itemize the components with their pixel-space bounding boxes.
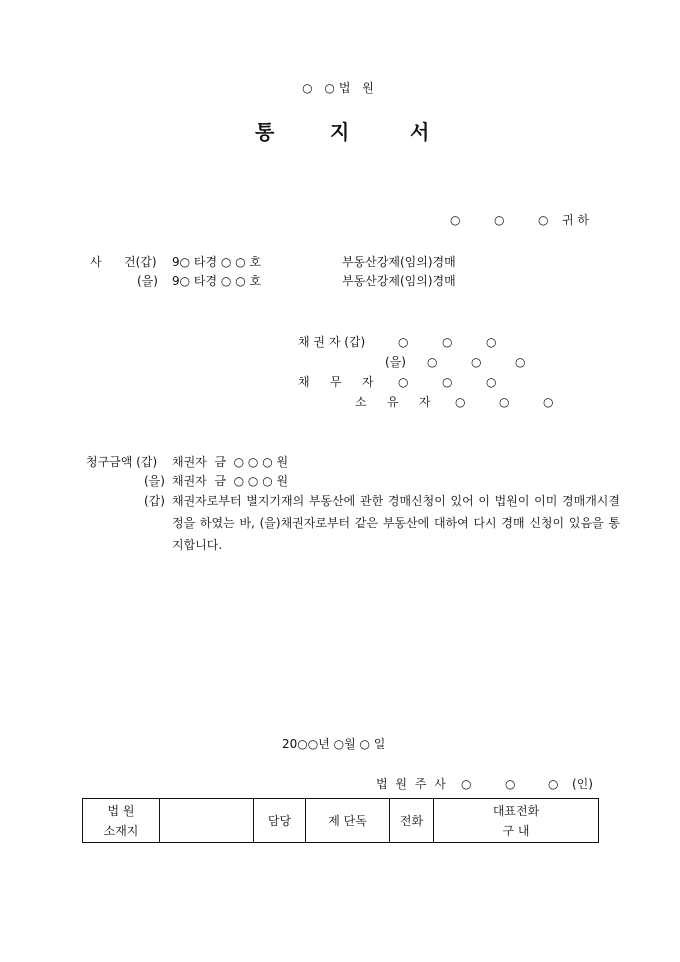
debtor-name-1: ○ [398,375,409,389]
recipient-name-2: ○ [494,213,505,227]
court-address-label-line1: 법 원 [107,803,135,818]
recipient-suffix: 귀 하 [562,213,589,227]
creditor-eul-label: (을) [385,355,406,369]
debtor-name-2: ○ [442,375,453,389]
recipient-name-3: ○ [538,213,549,227]
official-label: 법 원 주 사 [376,777,448,791]
extension-label: 구 내 [502,823,530,838]
creditor-eul-name-1: ○ [427,355,438,369]
owner-label-char-3: 자 [419,395,431,409]
recipient-name-1: ○ [450,213,461,227]
owner-name-1: ○ [455,395,466,409]
creditor-eul-name-2: ○ [471,355,482,369]
main-phone-label: 대표전화 [492,803,540,818]
case-gap-number: 9○ 타경 ○ ○ 호 [172,255,262,269]
title-char-2: 지 [330,120,350,144]
case-label-geon: 건(갑) [124,255,157,269]
official-name-3: ○ [548,777,559,791]
title-char-3: 서 [410,120,430,144]
issue-date: 20○○년 ○월 ○ 일 [282,737,386,751]
claim-eul-text: 채권자 금 ○ ○ ○ 원 [172,474,289,488]
creditor-name-3: ○ [486,335,497,349]
court-address-label-line2: 소재지 [103,823,139,838]
owner-name-2: ○ [499,395,510,409]
debtor-name-3: ○ [486,375,497,389]
owner-label-char-2: 유 [387,395,399,409]
debtor-label-char-1: 채 [298,375,310,389]
creditor-name-1: ○ [398,335,409,349]
department-value: 제 단독 [306,799,390,843]
official-seal: (인) [572,777,593,791]
phone-label: 전화 [390,799,434,843]
owner-name-3: ○ [543,395,554,409]
claim-gap-text: 채권자 금 ○ ○ ○ 원 [172,455,289,469]
official-name-1: ○ [461,777,472,791]
court-info-table [82,798,599,843]
creditor-label: 채 권 자 (갑) [298,335,366,349]
creditor-eul-name-3: ○ [515,355,526,369]
official-name-2: ○ [505,777,516,791]
creditor-name-2: ○ [442,335,453,349]
debtor-label-char-2: 무 [330,375,342,389]
court-address-label [83,799,160,843]
main-phone-cell [434,799,599,843]
title-char-1: 통 [255,120,275,144]
notice-gap-label: (갑) [144,494,165,508]
case-eul-type: 부동산강제(임의)경매 [342,274,456,288]
court-name: ○ ○법 원 [302,81,378,95]
in-charge-label: 담당 [254,799,306,843]
notice-body-text: 채권자로부터 별지기재의 부동산에 관한 경매신청이 있어 이 법원이 이미 경매개시결정을 하였는 바, (을)채권자로부터 같은 부동산에 대하여 다시 경매 신청이 있음을 통지합니다. [172,494,620,552]
case-eul-number: 9○ 타경 ○ ○ 호 [172,274,262,288]
case-gap-type: 부동산강제(임의)경매 [342,255,456,269]
case-eul-label: (을) [137,274,158,288]
debtor-label-char-3: 자 [362,375,374,389]
claim-amount-label: 청구금액 (갑) [86,455,158,469]
court-address-value [160,799,254,843]
claim-eul-label: (을) [144,474,165,488]
owner-label-char-1: 소 [355,395,367,409]
case-label-sa: 사 [90,255,102,269]
